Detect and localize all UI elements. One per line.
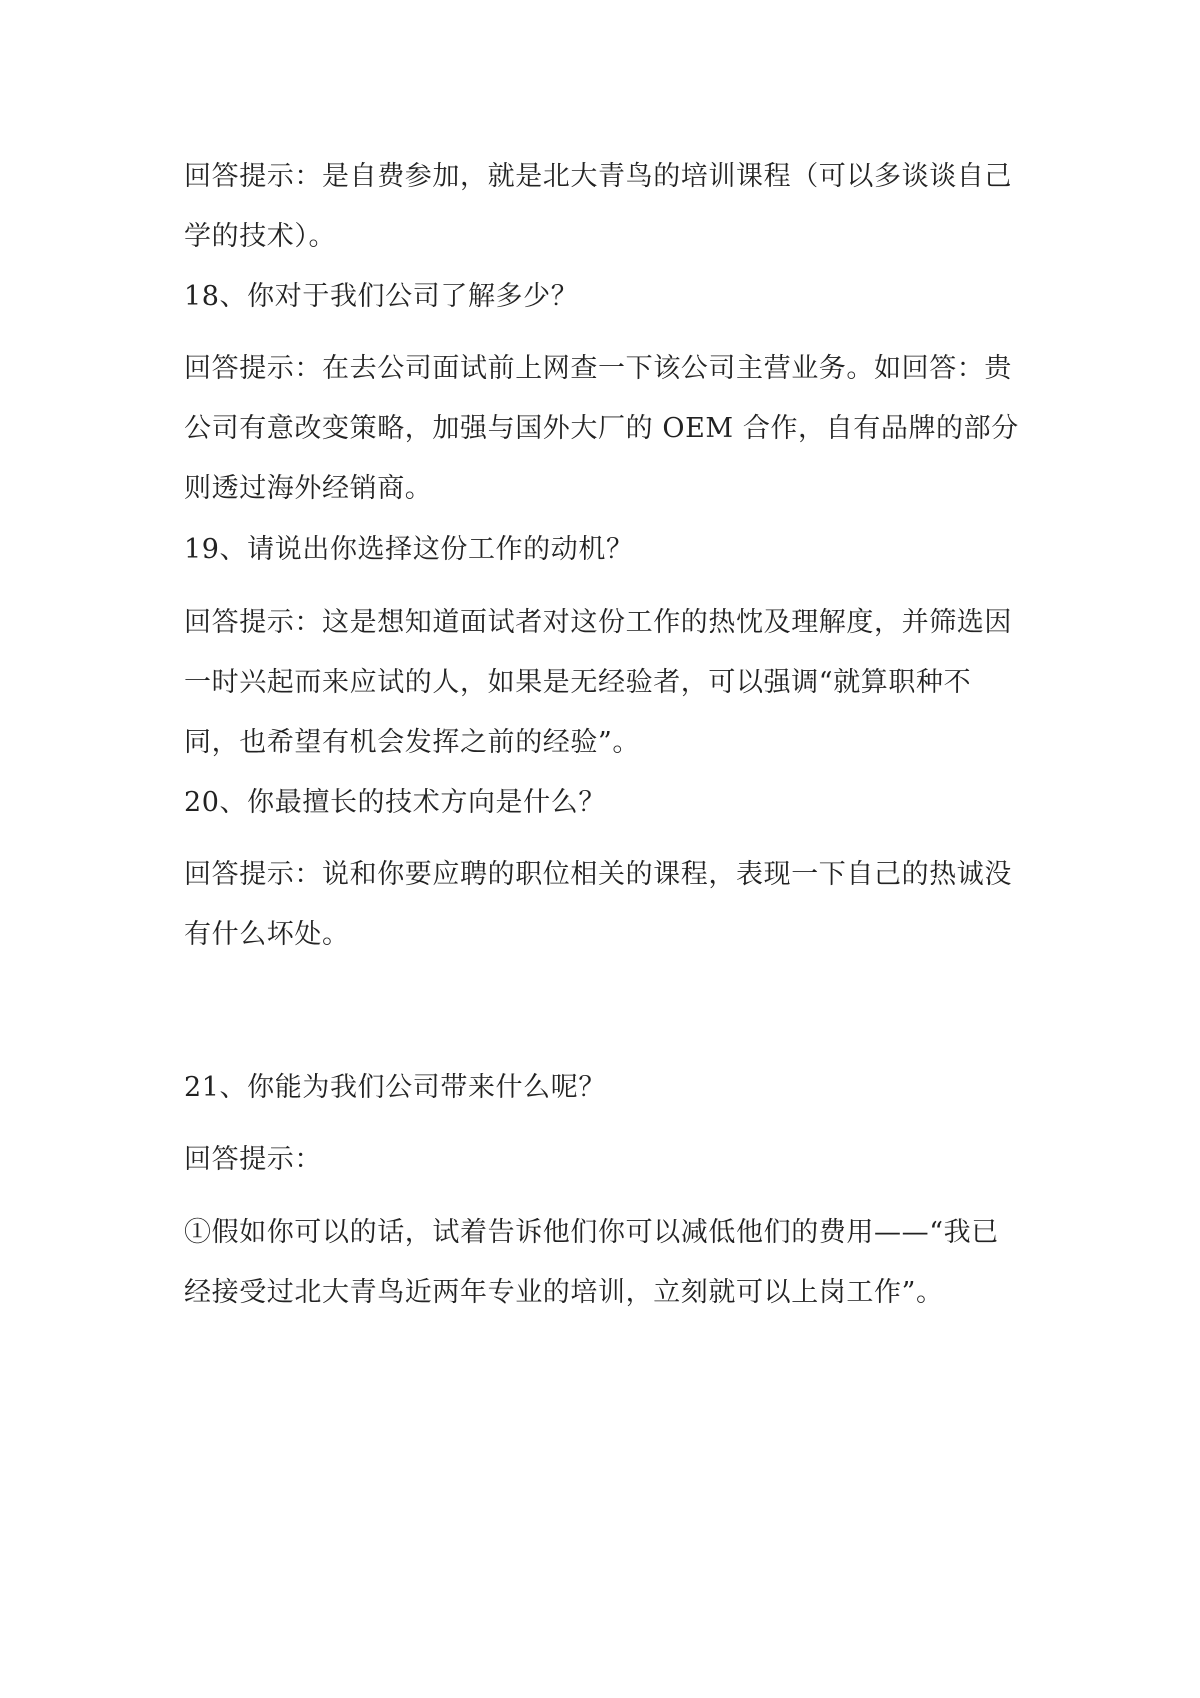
question-20: 20、你最擅长的技术方向是什么？ — [184, 787, 606, 818]
answer-hint-18: 回答提示：在去公司面试前上网查一下该公司主营业务。如回答：贵公司有意改变策略，加强与国外大厂的 OEM 合作，自有品牌的部分则透过海外经销商。 — [184, 353, 1019, 504]
question-19: 19、请说出你选择这份工作的动机？ — [184, 534, 634, 565]
answer-hint-21-label: 回答提示： — [184, 1144, 322, 1175]
answer-hint-17: 回答提示：是自费参加，就是北大青鸟的培训课程（可以多谈谈自己学的技术）。 — [184, 161, 1012, 252]
question-21: 21、你能为我们公司带来什么呢？ — [184, 1072, 606, 1103]
answer-hint-21-point-1: ①假如你可以的话，试着告诉他们你可以减低他们的费用——“我已经接受过北大青鸟近两年专业的培训，立刻就可以上岗工作”。 — [184, 1217, 999, 1308]
question-18: 18、你对于我们公司了解多少？ — [184, 281, 579, 312]
answer-hint-20: 回答提示：说和你要应聘的职位相关的课程，表现一下自己的热诚没有什么坏处。 — [184, 859, 1012, 950]
answer-hint-19: 回答提示：这是想知道面试者对这份工作的热忱及理解度，并筛选因一时兴起而来应试的人，如果是无经验者，可以强调“就算职种不同，也希望有机会发挥之前的经验”。 — [184, 607, 1012, 758]
